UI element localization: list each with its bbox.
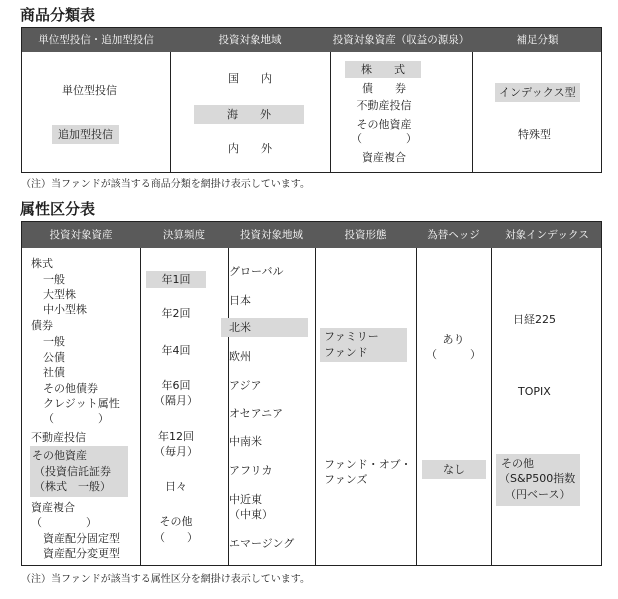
region-item: （中東） [229,508,273,521]
header-cell: 投資形態 [344,229,387,241]
list-item: クレジット属性 [43,397,120,410]
list-item: 社債 [43,366,65,379]
asset-bond: 債 券 [362,82,406,95]
list-item: 不動産投信 [31,431,86,444]
region-item: エマージング [229,537,295,550]
hedge-parenthesis: （ ） [426,348,481,361]
asset-other: その他資産 [356,118,412,131]
asset-multi: 資産複合 [362,151,406,164]
section1-title: 商品分類表 [20,6,96,24]
list-item: 一般 [43,273,65,286]
list-item: 資産配分固定型 [43,532,120,545]
freq-item: その他 [159,515,193,528]
product-classification-table [21,27,602,173]
freq-item: （隔月） [154,394,198,407]
form-item: ファンズ [324,473,368,486]
asset-other-parenthesis: （ ） [351,132,417,145]
unit-type-fund: 単位型投信 [62,84,117,97]
region-domestic: 国 内 [228,72,272,85]
table-header [22,222,601,248]
region-item: 中南米 [229,435,262,448]
freq-item: 年6回 [161,379,191,392]
freq-item: （ ） [154,531,198,544]
region-domestic-and-overseas: 内 外 [228,142,272,155]
list-item: （投資信託証券 [34,465,111,478]
region-north-america: 北米 [221,318,308,337]
asset-reit: 不動産投信 [356,99,412,112]
hedge-yes: あり [442,333,465,346]
list-item: 中小型株 [43,303,87,316]
index-item: 日経225 [513,313,556,326]
list-item: 資産複合 [31,501,75,514]
index-item: その他 [501,457,534,470]
hedge-no: なし [422,460,486,479]
region-overseas: 海 外 [194,105,304,124]
list-item: 資産配分変更型 [43,547,120,560]
header-cell: 投資対象資産（収益の源泉） [332,34,470,46]
asset-stock: 株 式 [345,61,421,78]
section1-note: （注）当ファンドが該当する商品分類を網掛け表示しています。 [21,179,310,190]
freq-item: 年4回 [161,344,191,357]
region-item: アフリカ [229,464,273,477]
header-cell: 対象インデックス [505,229,589,241]
region-item: グローバル [229,265,284,278]
form-item: ファンド・オブ・ [324,458,412,471]
list-item: その他債券 [43,382,98,395]
freq-item: 年2回 [161,307,191,320]
header-cell: 投資対象資産 [49,229,113,241]
list-item: 債券 [31,319,53,332]
index-type: インデックス型 [495,83,580,102]
freq-item: 年12回 [158,430,194,443]
region-item: 中近東 [229,493,262,506]
list-item: その他資産 [32,449,87,462]
header-cell: 単位型投信・追加型投信 [38,34,154,46]
list-item: 公債 [43,351,65,364]
header-cell: 為替ヘッジ [427,229,480,241]
region-item: 欧州 [229,350,251,363]
index-item: （円ベース） [505,488,571,501]
index-item: TOPIX [518,385,551,398]
table-header [22,28,601,52]
list-item: 株式 [31,257,53,270]
header-cell: 補足分類 [516,34,559,46]
header-cell: 投資対象地域 [218,34,282,46]
open-end-fund: 追加型投信 [52,125,119,144]
index-item: （S&P500指数 [499,472,576,485]
list-item: （ ） [31,516,97,529]
attribute-classification-table [21,221,602,566]
section2-title: 属性区分表 [20,200,96,218]
list-item: （ ） [43,412,109,425]
list-item: （株式 一般） [34,480,111,493]
freq-item: （毎月） [154,445,198,458]
form-item: ファンド [324,346,368,359]
region-item: オセアニア [229,407,284,420]
header-cell: 投資対象地域 [240,229,303,241]
list-item: 一般 [43,335,65,348]
region-item: 日本 [229,294,251,307]
list-item: 大型株 [43,288,76,301]
special-type: 特殊型 [518,128,551,141]
section2-note: （注）当ファンドが該当する属性区分を網掛け表示しています。 [21,574,310,585]
freq-item: 日々 [165,480,187,493]
region-item: アジア [229,379,262,392]
freq-annual: 年1回 [146,271,206,288]
header-cell: 決算頻度 [163,229,205,241]
form-item: ファミリー [324,330,379,343]
